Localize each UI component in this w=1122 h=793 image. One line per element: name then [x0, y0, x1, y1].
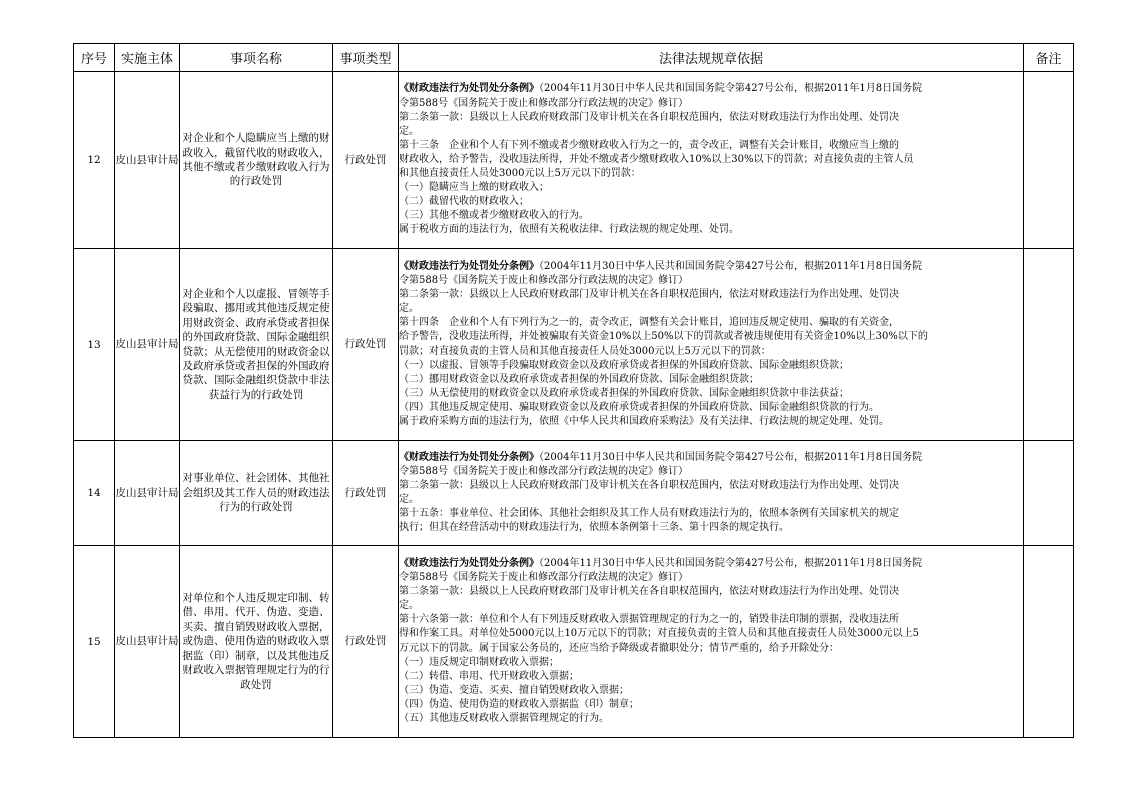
basis-line: 第十六条第一款：单位和个人有下列违反财政收入票据管理规定的行为之一的，销毁非法印制的票据，没收违法所: [399, 614, 899, 626]
basis-line: 得和作案工具。对单位处5000元以上10万元以下的罚款；对直接负责的主管人员和其他直接责任人员处3000元以上5: [399, 628, 919, 640]
header-note: 备注: [1024, 44, 1074, 72]
item-name: 对单位和个人违反规定印制、转借、串用、代开、伪造、变造、买卖、擅自销毁财政收入票据，或伪造、使用伪造的财政收入票据监（印）制章，以及其他违反财政收入票据管理规定行为的行政处罚: [180, 546, 333, 738]
header-item-name: 事项名称: [180, 44, 333, 72]
item-type: 行政处罚: [333, 546, 399, 738]
basis-line: 财政收入，给予警告，没收违法所得，并处不缴或者少缴财政收入10%以上30%以下的罚款；对直接负责的主管人员: [399, 153, 914, 165]
basis-line: 《财政违法行为处罚处分条例》（2004年11月30日中华人民共和国国务院令第427号公布，根据2011年1月8日国务院: [399, 557, 923, 569]
basis-line: 令第588号《国务院关于废止和修改部分行政法规的决定》修订）: [399, 465, 689, 477]
note-cell: [1024, 72, 1074, 249]
basis-line: 第十四条 企业和个人有下列行为之一的，责令改正，调整有关会计账目，追回违反规定使用、骗取的有关资金，: [399, 317, 899, 329]
legal-basis: [399, 72, 1024, 249]
basis-line: （一）违反规定印制财政收入票据；: [399, 656, 559, 668]
table-row: [74, 249, 1074, 441]
basis-line: （二）转借、串用、代开财政收入票据；: [399, 670, 579, 682]
basis-line: 第二条第一款：县级以上人民政府财政部门及审计机关在各自职权范围内，依法对财政违法行为作出处理、处罚决: [399, 586, 899, 598]
basis-line: 令第588号《国务院关于废止和修改部分行政法规的决定》修订）: [399, 97, 689, 109]
basis-line: 第二条第一款：县级以上人民政府财政部门及审计机关在各自职权范围内，依法对财政违法行为作出处理、处罚决: [399, 111, 899, 123]
basis-line: 给予警告，没收违法所得，并处被骗取有关资金10%以上50%以下的罚款或者被违规使用有关资金10%以上30%以下的: [399, 331, 928, 343]
row-number: 14: [74, 441, 115, 546]
header-no: 序号: [74, 44, 115, 72]
basis-line: 《财政违法行为处罚处分条例》（2004年11月30日中华人民共和国国务院令第427号公布，根据2011年1月8日国务院: [399, 451, 923, 463]
basis-line: 第二条第一款：县级以上人民政府财政部门及审计机关在各自职权范围内，依法对财政违法行为作出处理、处罚决: [399, 289, 899, 301]
item-type: 行政处罚: [333, 72, 399, 249]
legal-basis: [399, 249, 1024, 441]
basis-line: 执行；但其在经营活动中的财政违法行为，依照本条例第十三条、第十四条的规定执行。: [399, 522, 789, 534]
note-cell: [1024, 441, 1074, 546]
implementing-body: 皮山县审计局: [115, 546, 180, 738]
header-item-type: 事项类型: [333, 44, 399, 72]
implementing-body: 皮山县审计局: [115, 249, 180, 441]
table-header-row: [74, 44, 1074, 72]
legal-basis: [399, 441, 1024, 546]
regulation-title: 《财政违法行为处罚处分条例》: [399, 557, 539, 569]
basis-line: 罚款；对直接负责的主管人员和其他直接责任人员处3000元以上5万元以下的罚款：: [399, 345, 771, 357]
table-row: [74, 546, 1074, 738]
item-name: 对企业和个人隐瞒应当上缴的财政收入，截留代收的财政收入，其他不缴或者少缴财政收入行为的行政处罚: [180, 72, 333, 249]
basis-line: （五）其他违反财政收入票据管理规定的行为。: [399, 712, 609, 724]
basis-line: 《财政违法行为处罚处分条例》（2004年11月30日中华人民共和国国务院令第427号公布，根据2011年1月8日国务院: [399, 83, 923, 95]
basis-line: （二）挪用财政资金以及政府承贷或者担保的外国政府贷款、国际金融组织贷款；: [399, 373, 759, 385]
basis-line: 令第588号《国务院关于废止和修改部分行政法规的决定》修订）: [399, 572, 689, 584]
basis-line: 定。: [399, 494, 419, 505]
basis-line: 第十五条：事业单位、社会团体、其他社会组织及其工作人员有财政违法行为的，依照本条例有关国家机关的规定: [399, 508, 899, 520]
row-number: 15: [74, 546, 115, 738]
regulation-title: 《财政违法行为处罚处分条例》: [399, 451, 539, 463]
basis-line: 令第588号《国务院关于废止和修改部分行政法规的决定》修订）: [399, 275, 689, 287]
regulation-title: 《财政违法行为处罚处分条例》: [399, 260, 539, 272]
basis-line: （二）截留代收的财政收入；: [399, 196, 529, 208]
basis-line: （四）其他违反规定使用、骗取财政资金以及政府承贷或者担保的外国政府贷款、国际金融组织贷款的行为。: [399, 401, 879, 413]
basis-line: （一）以虚报、冒领等手段骗取财政资金以及政府承贷或者担保的外国政府贷款、国际金融组织贷款；: [399, 359, 849, 371]
basis-line: （三）伪造、变造、买卖、擅自销毁财政收入票据；: [399, 684, 629, 696]
row-number: 12: [74, 72, 115, 249]
table-row: [74, 441, 1074, 546]
note-cell: [1024, 546, 1074, 738]
item-name: 对企业和个人以虚报、冒领等手段骗取、挪用或其他违反规定使用财政资金、政府承贷或者担保的外国政府贷款、国际金融组织贷款；从无偿使用的财政资金以及政府承贷或者担保的外国政府贷款、国际金融组织贷款中非法获益行为的行政处罚: [180, 249, 333, 441]
enforcement-items-table: [73, 43, 1074, 738]
basis-line: 定。: [399, 303, 419, 315]
basis-line: 万元以下的罚款。属于国家公务员的，还应当给予降级或者撤职处分；情节严重的，给予开除处分：: [399, 642, 839, 654]
basis-line: （四）伪造、使用伪造的财政收入票据监（印）制章；: [399, 698, 639, 710]
basis-line: （三）其他不缴或者少缴财政收入的行为。: [399, 210, 589, 222]
basis-line: 定。: [399, 600, 419, 612]
item-type: 行政处罚: [333, 249, 399, 441]
basis-line: 第十三条 企业和个人有下列不缴或者少缴财政收入行为之一的，责令改正，调整有关会计账目，收缴应当上缴的: [399, 139, 899, 151]
row-number: 13: [74, 249, 115, 441]
note-cell: [1024, 249, 1074, 441]
header-legal-basis: 法律法规规章依据: [399, 44, 1024, 72]
basis-line: 属于政府采购方面的违法行为，依照《中华人民共和国政府采购法》及有关法律、行政法规的规定处理、处罚。: [399, 415, 889, 427]
basis-line: 定。: [399, 125, 419, 137]
basis-line: 属于税收方面的违法行为，依照有关税收法律、行政法规的规定处理、处罚。: [399, 224, 739, 236]
item-name: 对事业单位、社会团体、其他社会组织及其工作人员的财政违法行为的行政处罚: [180, 441, 333, 546]
implementing-body: 皮山县审计局: [115, 441, 180, 546]
basis-line: 第二条第一款：县级以上人民政府财政部门及审计机关在各自职权范围内，依法对财政违法行为作出处理、处罚决: [399, 479, 899, 491]
basis-line: 和其他直接责任人员处3000元以上5万元以下的罚款：: [399, 168, 641, 180]
basis-line: 《财政违法行为处罚处分条例》（2004年11月30日中华人民共和国国务院令第427号公布，根据2011年1月8日国务院: [399, 260, 923, 272]
regulation-title: 《财政违法行为处罚处分条例》: [399, 83, 539, 95]
table-row: [74, 72, 1074, 249]
item-type: 行政处罚: [333, 441, 399, 546]
legal-basis: [399, 546, 1024, 738]
implementing-body: 皮山县审计局: [115, 72, 180, 249]
header-subject: 实施主体: [115, 44, 180, 72]
basis-line: （一）隐瞒应当上缴的财政收入；: [399, 182, 549, 194]
basis-line: （三）从无偿使用的财政资金以及政府承贷或者担保的外国政府贷款、国际金融组织贷款中非法获益；: [399, 387, 849, 399]
